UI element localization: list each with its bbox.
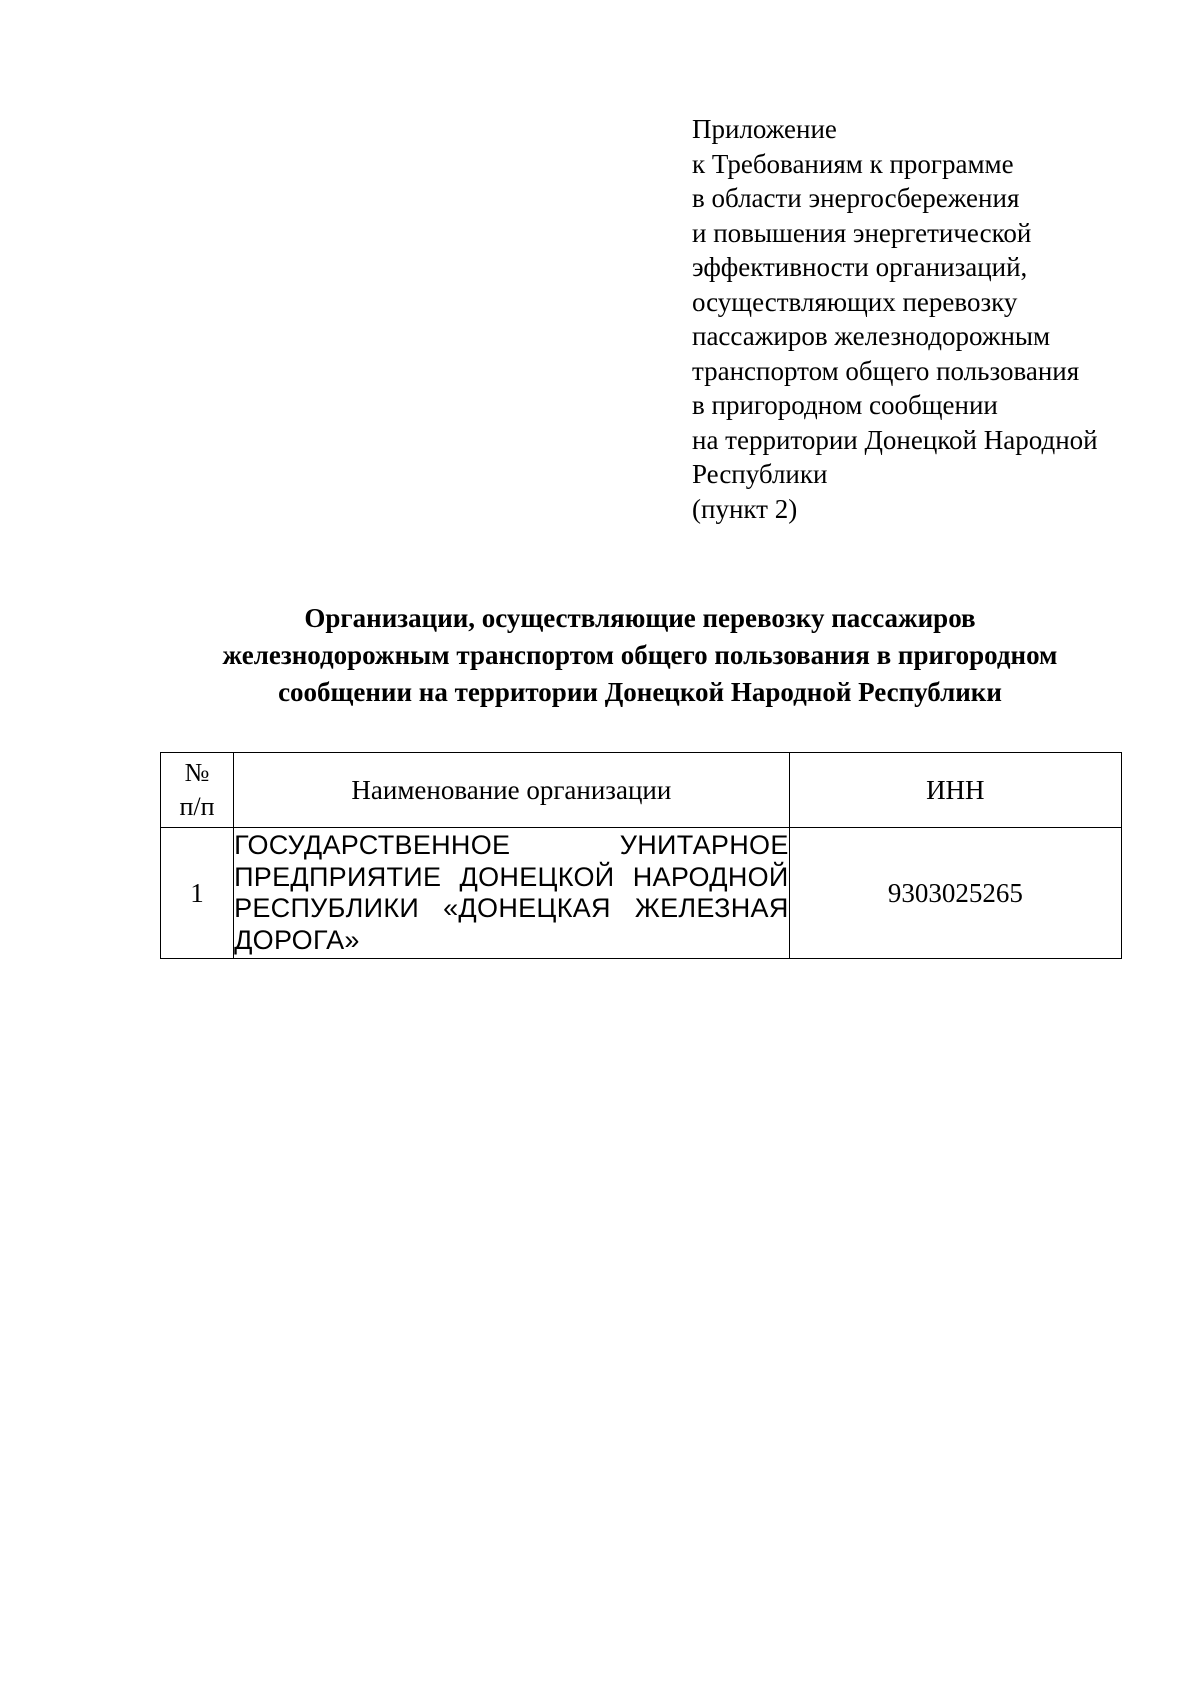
header-inn: ИНН [789,753,1121,828]
title-line: сообщении на территории Донецкой Народной Республики [278,677,1002,707]
appendix-line: осуществляющих перевозку [692,286,1018,317]
header-number-sign: № [184,758,210,787]
row-number: 1 [161,828,234,959]
table-row [161,828,1122,959]
appendix-line: Республики [692,459,828,489]
organization-inn: 9303025265 [789,828,1121,959]
header-organization-name: Наименование организации [234,753,790,828]
appendix-line: в области энергосбережения [692,183,1020,213]
appendix-line: на территории Донецкой Народной [692,424,1098,455]
appendix-line: к Требованиям к программе [692,148,1014,179]
appendix-line: транспортом общего пользования [692,355,1080,386]
header-number-abbr: п/п [179,792,215,821]
appendix-line: эффективности организаций, [692,252,1028,282]
organizations-table [160,752,1122,959]
document-title [160,600,1120,711]
appendix-line: и повышения энергетической [692,217,1032,248]
appendix-line: в пригородном сообщении [692,390,998,420]
appendix-line: (пункт 2) [692,493,798,524]
appendix-block [692,112,1162,526]
appendix-line: Приложение [692,114,837,144]
header-number [161,753,234,828]
appendix-line: пассажиров железнодорожным [692,321,1051,351]
title-line: железнодорожным транспортом общего пользования в пригородном [222,640,1058,670]
table-header-row [161,753,1122,828]
title-line: Организации, осуществляющие перевозку пассажиров [304,603,976,633]
organization-name: ГОСУДАРСТВЕННОЕ УНИТАРНОЕ ПРЕДПРИЯТИЕ ДОНЕЦКОЙ НАРОДНОЙ РЕСПУБЛИКИ «ДОНЕЦКАЯ ЖЕЛЕЗНАЯ ДОРОГА» [234,828,790,959]
